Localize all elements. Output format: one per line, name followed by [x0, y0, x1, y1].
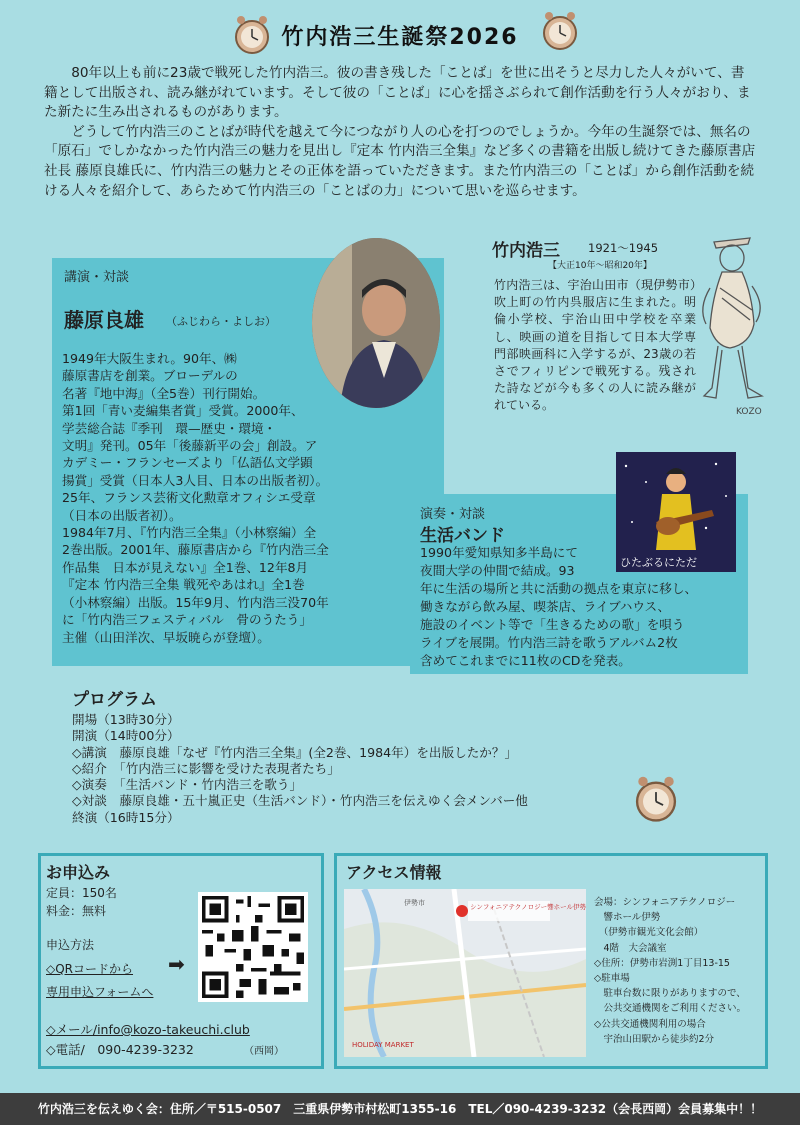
map-pin-label: シンフォニアテクノロジー響ホール伊勢	[470, 903, 586, 911]
venue-info-line: ◇公共交通機関利用の場合	[594, 1018, 706, 1030]
map-city-label: 伊勢市	[404, 899, 425, 907]
capacity-text: 定員：150名	[46, 886, 117, 900]
intro-paragraph-2: どうして竹内浩三のことばが時代を越えて今につながり人の心を打つのでしょうか。今年の生誕祭では、無名の「原石」でしかなかった竹内浩三の魅力を見出し『定本 竹内浩三全集』など多くの書籍を出版し続けてきた藤原書店 社長 藤原良雄氏に、竹内浩三の魅力とその正体を語っていただきます。また竹内浩三の「ことば」から創作活動を続ける人々を紹介して、あらためて竹内浩三の「ことばの力」について思いを巡らせます。	[44, 123, 756, 199]
phone-number[interactable]: ◇電話/ 090-4239-3232	[46, 1042, 194, 1057]
venue-info-line: 響ホール伊勢	[594, 912, 661, 924]
method-label: 申込方法	[46, 938, 95, 952]
profile-bio: 竹内浩三は、宇治山田市（現伊勢市）吹上町の竹内呉服店に生まれた。明倫小学校、宇治山田中学校を卒業し、映画の道を目指して日本大学専門部映画科に入学するが、23歳の若さでフィリピンで戦死する。残された詩などが今も多くの人に読み継がれている。	[494, 278, 696, 413]
venue-info-line: ◇駐車場	[594, 973, 630, 985]
program-item: 開場（13時30分）	[72, 712, 180, 727]
qr-instruction-line-1[interactable]: ◇QRコードから	[46, 962, 134, 976]
album-title: ひたぶるにただ	[620, 556, 697, 569]
qr-instruction-line-2[interactable]: 専用申込フォームへ	[46, 985, 154, 999]
intro-paragraph-1: 80年以上も前に23歳で戦死した竹内浩三。彼の書き残した「ことば」を世に出そうと尽力した人々がいて、書籍として出版され、読み継がれています。そして彼の「ことば」に心を揺さぶられて創作活動を行う人々がおり、また新たに生み出されるものがあります。	[44, 65, 751, 121]
venue-info-line: 4階 大会議室	[594, 942, 667, 954]
arrow-right-icon: ➡	[168, 952, 185, 976]
venue-info	[594, 895, 764, 1047]
speaker-name-reading: （ふじわら・よしお）	[166, 315, 276, 328]
phone-contact-name: （西岡）	[244, 1046, 284, 1057]
qr-code[interactable]	[198, 892, 308, 1002]
fee-text: 料金：無料	[46, 904, 107, 918]
program-item: 終演（16時15分）	[72, 809, 180, 825]
program-item: ◇演奏 「生活バンド・竹内浩三を歌う」	[72, 777, 303, 793]
speaker-name: 藤原良雄	[64, 308, 144, 332]
venue-info-line: 駐車台数に限りがありますので、	[594, 988, 746, 1000]
program-item: 開演（14時00分）	[72, 728, 180, 744]
profile-name: 竹内浩三	[492, 241, 560, 261]
clock-illustration-bottom	[632, 772, 680, 824]
performer-name: 生活バンド	[420, 526, 505, 546]
venue-info-line: 会場：シンフォニアテクノロジー	[594, 897, 736, 908]
map-store-label: HOLIDAY MARKET	[352, 1041, 414, 1049]
program-item: ◇紹介 「竹内浩三に影響を受けた表現者たち」	[72, 760, 340, 776]
application-title: お申込み	[46, 863, 111, 882]
venue-info-line: （伊勢市観光文化会館）	[594, 927, 704, 939]
email-link[interactable]: ◇メール/info@kozo-takeuchi.club	[46, 1022, 250, 1037]
page-title: 竹内浩三生誕祭2026	[281, 25, 519, 50]
performer-bio: 1990年愛知県知多半島にて 夜間大学の仲間で結成。93 年に生活の場所と共に活動の拠点を東京に移し、 働きながら飲み屋、喫茶店、ライブハウス、 施設のイベント等で「生きるための歌」を唄う ライブを展開。竹内浩三詩を歌うアルバム2枚 含めてこれまでに11枚のCDを発表。	[420, 545, 698, 668]
speaker-photo	[312, 238, 440, 408]
venue-info-line: ◇住所：伊勢市岩渕1丁目13-15	[594, 957, 730, 969]
program-item: ◇講演 藤原良雄「なぜ『竹内浩三全集』(全2巻、1984年）を出版したか？」	[72, 744, 518, 760]
speaker-role: 講演・対談	[64, 270, 130, 285]
program-item: ◇対談 藤原良雄・五十嵐正史（生活バンド）・竹内浩三を伝えゆく会メンバー他	[72, 793, 528, 809]
performer-role: 演奏・対談	[420, 507, 486, 522]
program-list	[72, 712, 672, 826]
speaker-bio: 1949年大阪生まれ。90年、㈱ 藤原書店を創業。ブローデルの 名著『地中海』（全5巻）刊行開始。 第1回「青い麦編集者賞」受賞。2000年、 学芸総合誌『季刊 環—歴史・環境・ 文明』発刊。05年「後藤新平の会」創設。ア カデミー・フランセーズより「仏語仏文学顕 揚賞」受賞（日本人3人目、日本の出版者初）。 25年、フランス芸術文化勲章オフィシエ受章 （日本の出版者初）。 1984年7月、『竹内浩三全集』（小林察編）全 2巻出版。2001年、藤原書店から『竹内浩三全 作品集 日本が見えない』全1巻、12年8月 『定本 竹内浩三全集 戦死やあはれ』全1巻 （小林察編）出版。15年9月、竹内浩三没70年 に「竹内浩三フェスティバル 骨のうたう」 主催（山田洋次、早坂暁らが登壇）。	[62, 351, 329, 645]
profile-years: 1921〜1945	[588, 241, 659, 255]
sketch-signature: KOZO	[736, 407, 762, 416]
program-title: プログラム	[72, 690, 157, 710]
access-title: アクセス情報	[346, 863, 442, 882]
profile-era: 【大正10年〜昭和20年】	[548, 261, 652, 271]
location-map[interactable]	[344, 889, 586, 1057]
venue-info-line: 宇治山田駅から徒歩約2分	[594, 1033, 715, 1045]
self-portrait-sketch	[692, 228, 772, 416]
album-cover	[616, 452, 736, 572]
footer-bar: 竹内浩三を伝えゆく会：住所／〒515-0507 三重県伊勢市村松町1355-16 TEL／090-4239-3232（会長西岡）会員募集中！！	[0, 1093, 800, 1125]
clock-illustration-right	[540, 8, 580, 52]
venue-info-line: 公共交通機関をご利用ください。	[594, 1003, 747, 1015]
intro-text	[44, 64, 756, 201]
